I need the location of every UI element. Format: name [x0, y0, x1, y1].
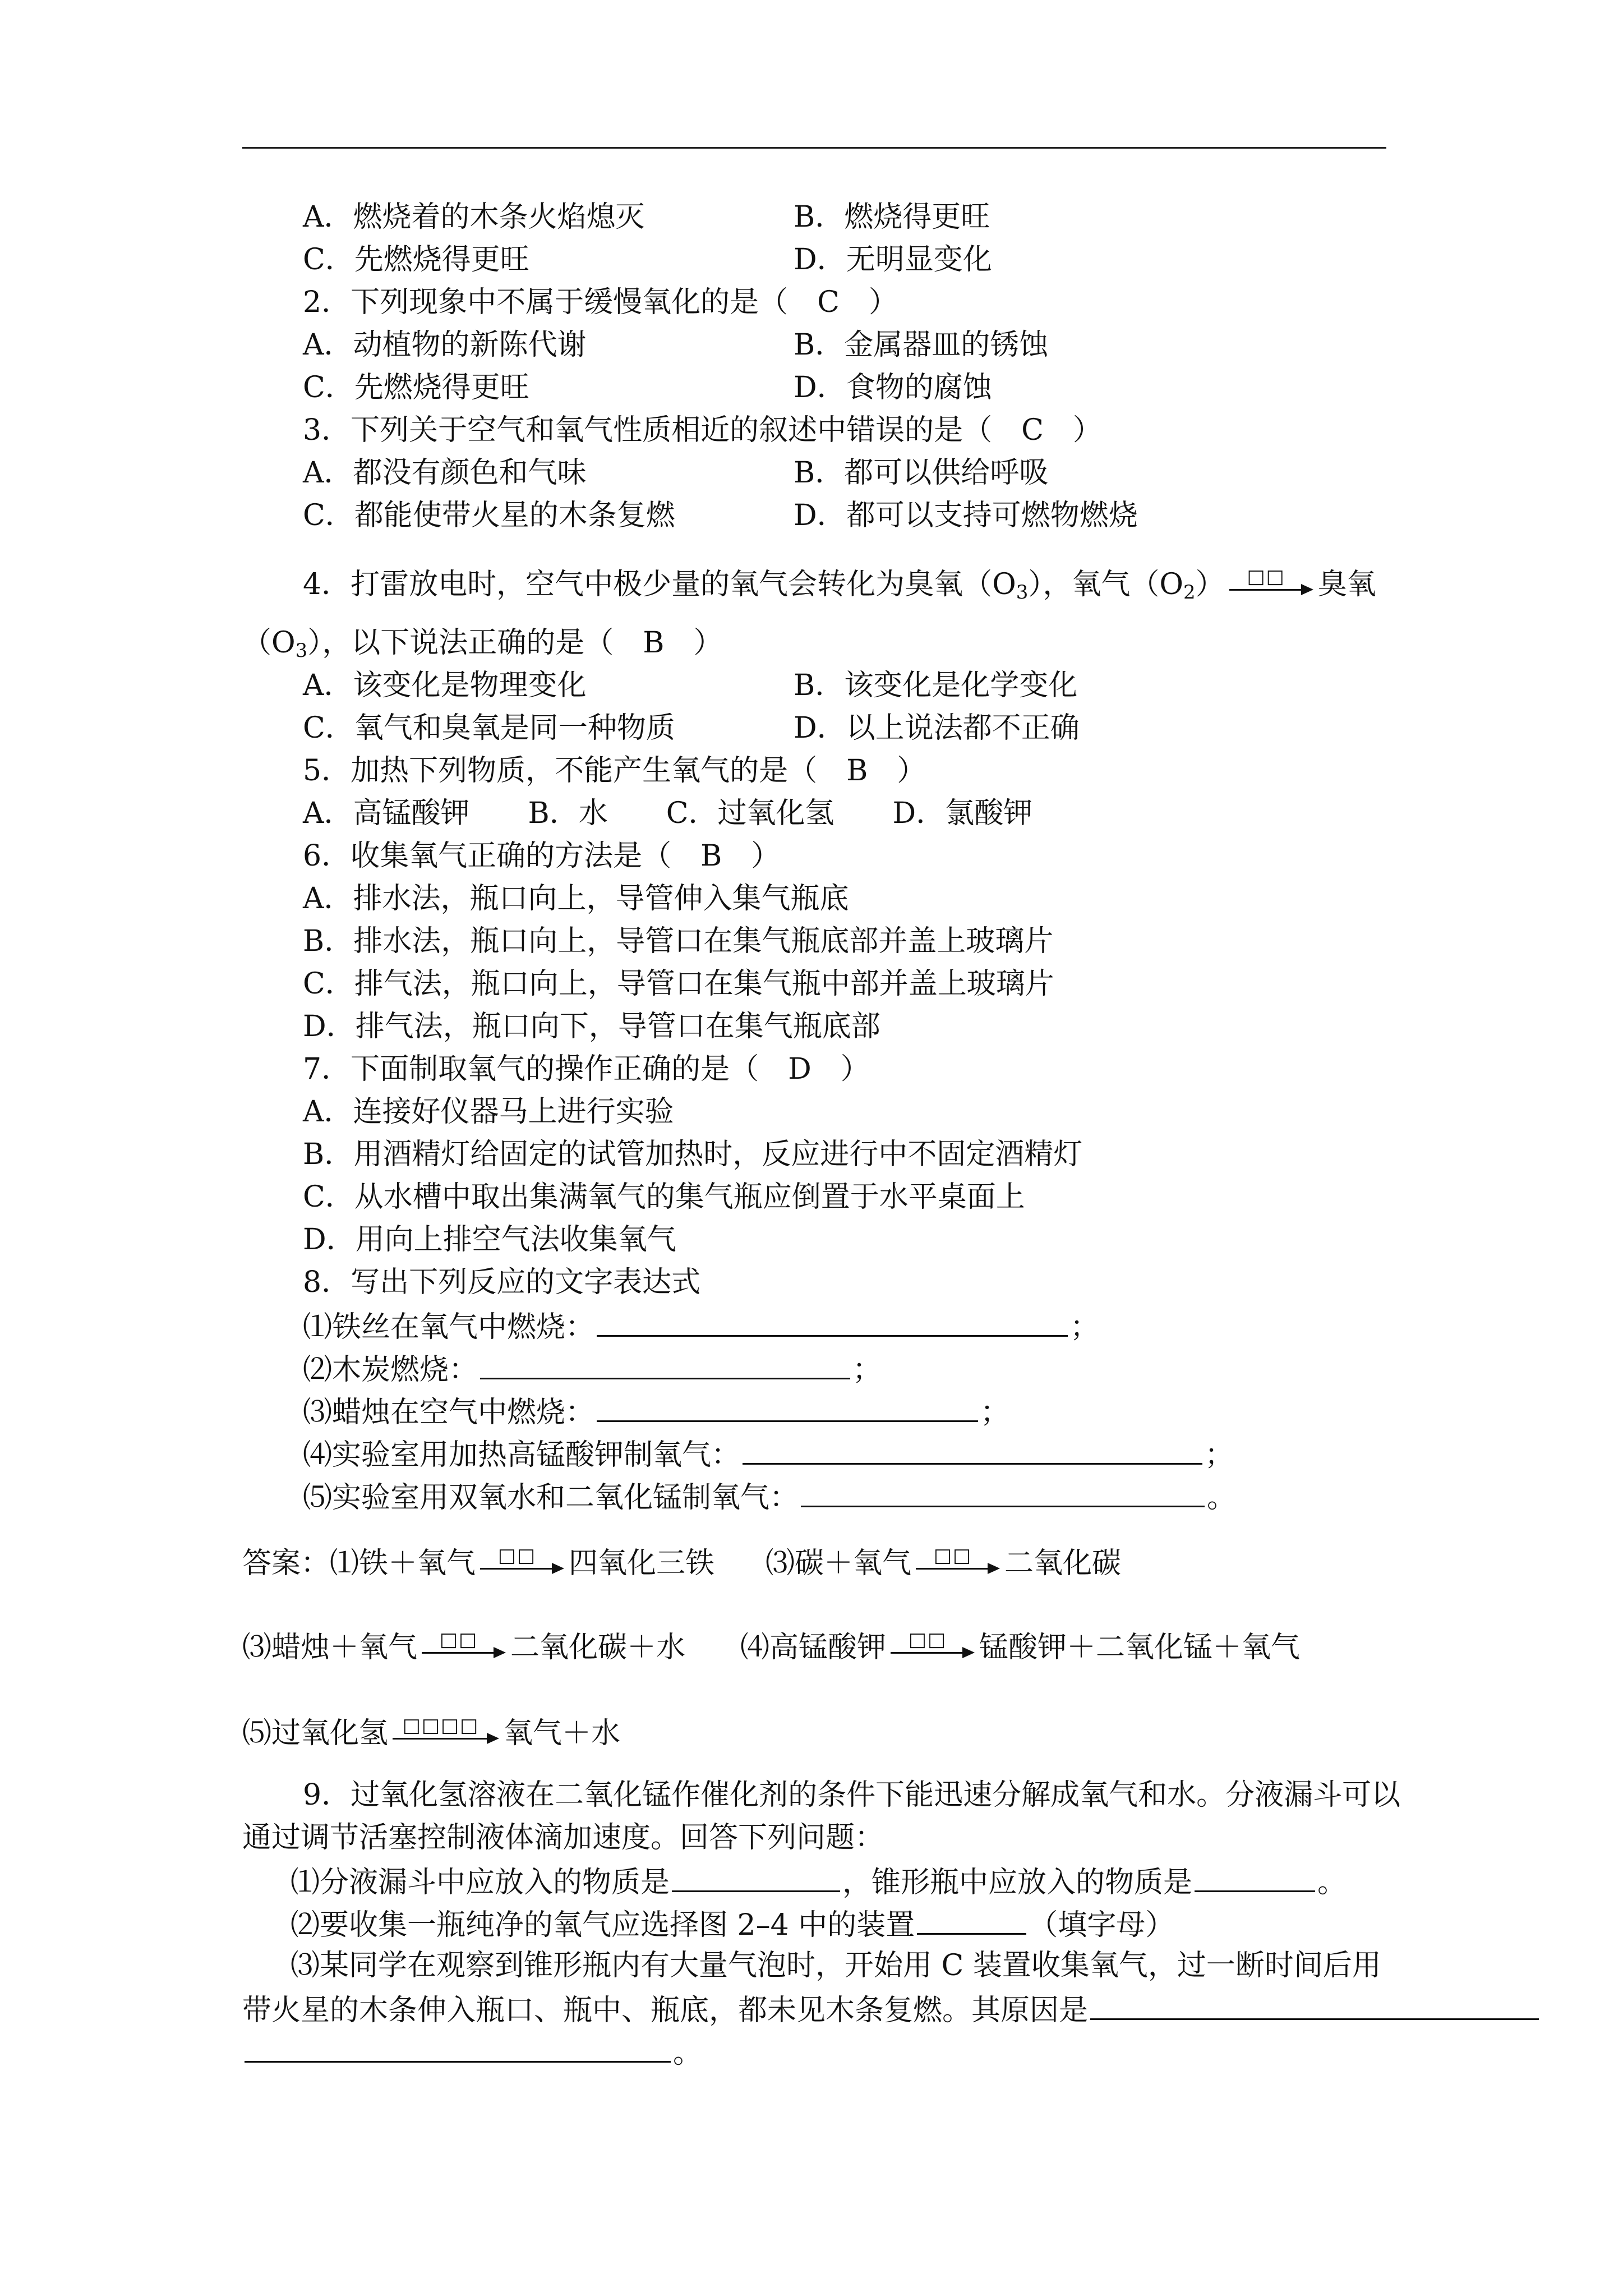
answer-line-5 — [242, 1715, 620, 1751]
answer-5-right: 氧气＋水 — [504, 1717, 621, 1750]
answer-blank[interactable] — [917, 1905, 1026, 1935]
option-b: B．燃烧得更旺 — [794, 200, 990, 234]
answer-2-right: 二氧化碳 — [1004, 1547, 1122, 1580]
q9-part-2 — [291, 1905, 1174, 1943]
q4-option-a: A．该变化是物理变化 — [303, 669, 587, 702]
question-3-stem: 3．下列关于空气和氧气性质相近的叙述中错误的是（ C ） — [303, 413, 1102, 447]
answer-4-left: ⑷高锰酸钾 — [740, 1631, 887, 1664]
q8-item-5-end: 。 — [1207, 1481, 1237, 1515]
q9-part-3-line-2 — [242, 1990, 1541, 2028]
q2-option-a: A．动植物的新陈代谢 — [303, 328, 587, 362]
question-5-stem: 5．加热下列物质，不能产生氧气的是（ B ） — [303, 754, 926, 788]
q8-item-2-end: ； — [852, 1353, 882, 1387]
q7-option-a: A．连接好仪器马上进行实验 — [303, 1095, 674, 1129]
answer-line-2 — [766, 1545, 1121, 1581]
q8-item-4-end: ； — [1205, 1438, 1234, 1472]
answer-blank[interactable] — [480, 1350, 850, 1379]
option-c: C．先燃烧得更旺 — [303, 243, 529, 277]
answer-2-left: ⑶碳＋氧气 — [766, 1547, 912, 1580]
answer-blank[interactable] — [743, 1435, 1202, 1465]
q9-part-1 — [291, 1862, 1347, 1901]
answer-5-left: ⑸过氧化氢 — [242, 1717, 389, 1750]
q4-sub-2: 2 — [1183, 581, 1196, 604]
option-a: A．燃烧着的木条火焰熄灭 — [303, 200, 645, 234]
answer-4-right: 锰酸钾＋二氧化锰＋氧气 — [979, 1631, 1301, 1664]
q8-item-3-end: ； — [980, 1396, 1010, 1429]
answer-blank[interactable] — [1195, 1862, 1315, 1892]
q5-options: A．高锰酸钾 B．水 C．过氧化氢 D．氯酸钾 — [303, 797, 1033, 830]
arrow-condition: □□ — [497, 1544, 537, 1567]
question-9-stem-line-2: 通过调节活塞控制液体滴加速度。回答下列问题： — [242, 1821, 884, 1855]
question-8-stem: 8．写出下列反应的文字表达式 — [303, 1266, 701, 1299]
q6-option-a: A．排水法，瓶口向上，导管伸入集气瓶底 — [303, 882, 849, 915]
answer-blank[interactable] — [672, 1862, 840, 1892]
q9-part-3-line-1: ⑶某同学在观察到锥形瓶内有大量气泡时，开始用 C 装置收集氧气，过一断时间后用 — [291, 1949, 1381, 1982]
answer-blank[interactable] — [1090, 1990, 1539, 2020]
answer-blank[interactable] — [597, 1307, 1068, 1337]
arrow-condition: □□ — [1247, 565, 1285, 588]
answer-blank[interactable] — [801, 1478, 1205, 1507]
q7-option-b: B．用酒精灯给固定的试管加热时，反应进行中不固定酒精灯 — [303, 1138, 1083, 1171]
question-2-stem: 2．下列现象中不属于缓慢氧化的是（ C ） — [303, 286, 898, 319]
q8-item-3-label: ⑶蜡烛在空气中燃烧： — [303, 1396, 595, 1429]
q4-text-3: ） — [1195, 568, 1225, 601]
q8-item-4-label: ⑷实验室用加热高锰酸钾制氧气： — [303, 1438, 741, 1472]
q3-option-c: C．都能使带火星的木条复燃 — [303, 499, 675, 532]
answer-line-3 — [242, 1630, 685, 1665]
q2-option-c: C．先燃烧得更旺 — [303, 371, 529, 404]
q4-line2-text-2: ），以下说法正确的是（ B ） — [307, 626, 723, 660]
q2-option-d: D．食物的腐蚀 — [794, 371, 992, 404]
q9-part-1-text-a: ⑴分液漏斗中应放入的物质是 — [291, 1866, 670, 1899]
q9-part-1-end: 。 — [1317, 1866, 1347, 1899]
question-4-line-2 — [242, 625, 723, 669]
q9-part-3-text: 带火星的木条伸入瓶口、瓶中、瓶底，都未见木条复燃。其原因是 — [242, 1994, 1089, 2027]
q7-option-c: C．从水槽中取出集满氧气的集气瓶应倒置于水平桌面上 — [303, 1180, 1025, 1214]
q6-option-c: C．排气法，瓶口向上，导管口在集气瓶中部并盖上玻璃片 — [303, 967, 1054, 1001]
q8-item-2-label: ⑵木炭燃烧： — [303, 1353, 478, 1387]
arrow-condition: □□□□ — [402, 1714, 479, 1737]
answer-blank[interactable] — [245, 2033, 671, 2063]
arrow-condition: □□ — [439, 1628, 478, 1651]
answer-3-right: 二氧化碳＋水 — [510, 1631, 686, 1664]
q8-item-5-label: ⑸实验室用双氧水和二氧化锰制氧气： — [303, 1481, 799, 1515]
q8-item-2 — [303, 1350, 882, 1388]
q4-option-b: B．该变化是化学变化 — [794, 669, 1078, 702]
header-rule — [242, 147, 1386, 149]
question-7-stem: 7．下面制取氧气的操作正确的是（ D ） — [303, 1052, 870, 1086]
q3-option-b: B．都可以供给呼吸 — [794, 456, 1049, 490]
q3-option-d: D．都可以支持可燃物燃烧 — [794, 499, 1138, 532]
q9-part-2-text-b: （填字母） — [1029, 1908, 1175, 1942]
reaction-arrow — [891, 1630, 975, 1665]
q6-option-b: B．排水法，瓶口向上，导管口在集气瓶底部并盖上玻璃片 — [303, 924, 1054, 958]
answer-blank[interactable] — [597, 1392, 978, 1422]
q4-option-c: C．氧气和臭氧是同一种物质 — [303, 711, 675, 745]
q4-text-4: 臭氧 — [1317, 568, 1376, 601]
answer-1-right: 四氧化三铁 — [569, 1547, 715, 1580]
q6-option-d: D．排气法，瓶口向下，导管口在集气瓶底部 — [303, 1010, 880, 1043]
reaction-arrow — [422, 1630, 506, 1665]
q8-item-1-end: ； — [1070, 1310, 1100, 1344]
answer-3-left: ⑶蜡烛＋氧气 — [242, 1631, 418, 1664]
q8-item-5 — [303, 1478, 1236, 1516]
reaction-arrow — [480, 1545, 564, 1581]
arrow-condition: □□ — [908, 1628, 947, 1651]
q4-line2-sub: 3 — [295, 639, 308, 662]
q4-sub-1: 3 — [1016, 581, 1029, 604]
question-6-stem: 6．收集氧气正确的方法是（ B ） — [303, 839, 781, 873]
q9-part-3-line-3 — [242, 2033, 702, 2071]
reaction-arrow — [916, 1545, 1000, 1581]
q4-line2-text-1: （O — [242, 626, 296, 660]
answer-1-left: 答案：⑴铁＋氧气 — [242, 1547, 476, 1580]
q4-text-2: ），氧气（O — [1028, 568, 1183, 601]
question-4-stem — [303, 567, 1376, 610]
question-9-stem-line-1: 9．过氧化氢溶液在二氧化锰作催化剂的条件下能迅速分解成氧气和水。分液漏斗可以 — [303, 1778, 1401, 1812]
reaction-arrow — [393, 1715, 499, 1751]
q9-part-1-text-b: ，锥形瓶中应放入的物质是 — [842, 1866, 1193, 1899]
q4-text-1: 4．打雷放电时，空气中极少量的氧气会转化为臭氧（O — [303, 568, 1016, 601]
q8-item-4 — [303, 1435, 1234, 1473]
q3-option-a: A．都没有颜色和气味 — [303, 456, 587, 490]
answer-line-1 — [242, 1545, 714, 1581]
q8-item-3 — [303, 1392, 1009, 1430]
q7-option-d: D．用向上排空气法收集氧气 — [303, 1223, 676, 1257]
q8-item-1-label: ⑴铁丝在氧气中燃烧： — [303, 1310, 595, 1344]
q2-option-b: B．金属器皿的锈蚀 — [794, 328, 1049, 362]
q9-part-2-text-a: ⑵要收集一瓶纯净的氧气应选择图 2–4 中的装置 — [291, 1908, 915, 1942]
answer-line-4 — [740, 1630, 1300, 1665]
q8-item-1 — [303, 1307, 1099, 1345]
option-d: D．无明显变化 — [794, 243, 992, 277]
arrow-condition: □□ — [933, 1544, 972, 1567]
q9-part-3-end: 。 — [673, 2036, 703, 2070]
q4-option-d: D．以上说法都不正确 — [794, 711, 1080, 745]
reaction-arrow — [1229, 567, 1313, 602]
